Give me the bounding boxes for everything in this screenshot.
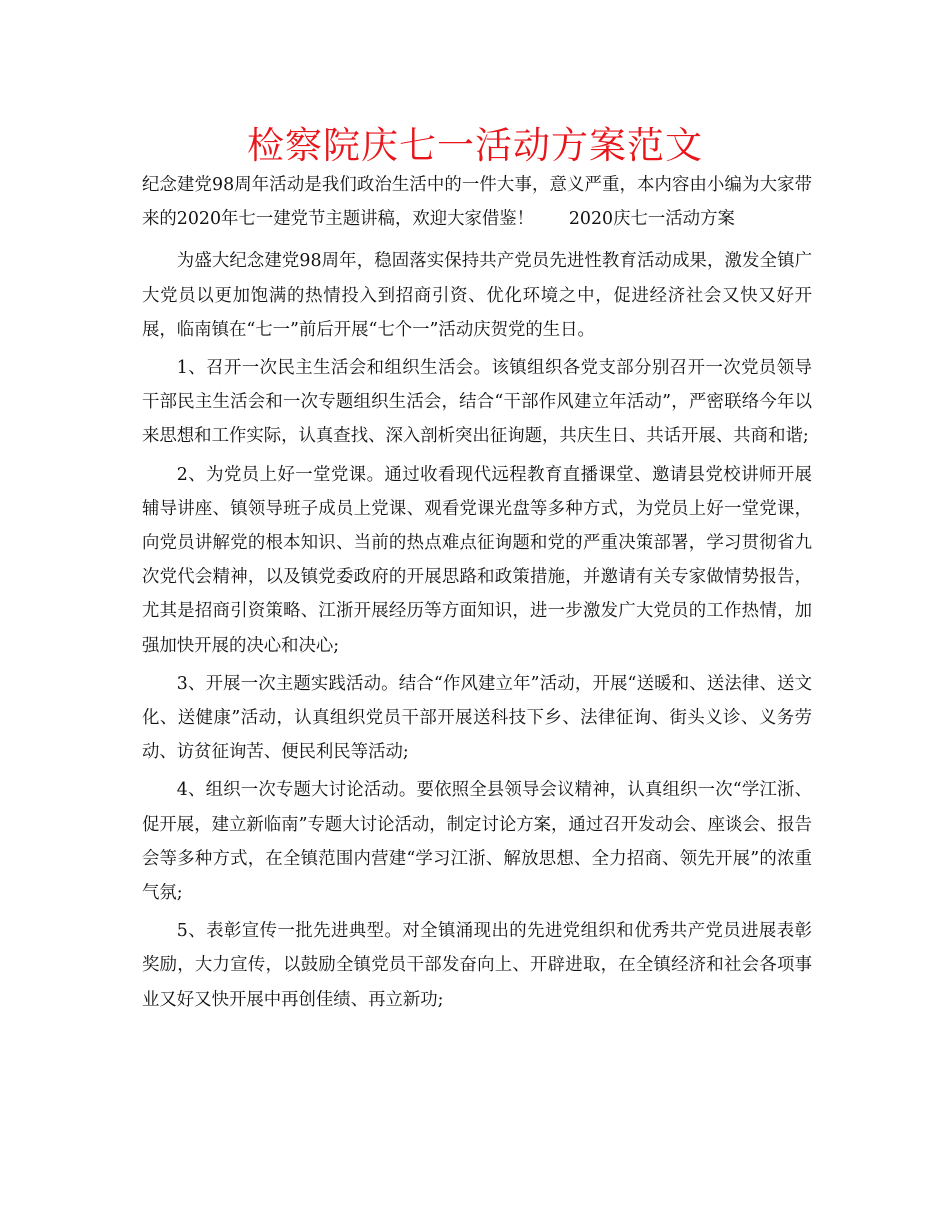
document-body xyxy=(142,168,812,1021)
body-paragraph-item-2: 2、为党员上好一堂党课。通过收看现代远程教育直播课堂、邀请县党校讲师开展辅导讲座、镇领导班子成员上党课、观看党课光盘等多种方式，为党员上好一堂党课，向党员讲解党的根本知识、当前的热点难点征询题和党的严重决策部署，学习贯彻省九次党代会精神，以及镇党委政府的开展思路和政策措施，并邀请有关专家做情势报告，尤其是招商引资策略、江浙开展经历等方面知识，进一步激发广大党员的工作热情，加强加快开展的决心和决心; xyxy=(142,464,812,656)
body-paragraph-preface: 为盛大纪念建党98周年，稳固落实保持共产党员先进性教育活动成果，激发全镇广大党员以更加饱满的热情投入到招商引资、优化环境之中，促进经济社会又快又好开展，临南镇在“七一”前后开展“七个一”活动庆贺党的生日。 xyxy=(142,251,812,340)
body-paragraph-item-4: 4、组织一次专题大讨论活动。要依照全县领导会议精神，认真组织一次“学江浙、促开展，建立新临南”专题大讨论活动，制定讨论方案，通过召开发动会、座谈会、报告会等多种方式，在全镇范围内营建“学习江浙、解放思想、全力招商、领先开展”的浓重气氛; xyxy=(142,780,812,904)
page-title: 检察院庆七一活动方案范文 xyxy=(247,124,703,167)
body-paragraph-item-5: 5、表彰宣传一批先进典型。对全镇涌现出的先进党组织和优秀共产党员进展表彰奖励，大力宣传，以鼓励全镇党员干部发奋向上、开辟进取，在全镇经济和社会各项事业又好又快开展中再创佳绩、再立新功; xyxy=(142,921,812,1010)
intro-paragraph: 纪念建党98周年活动是我们政治生活中的一件大事，意义严重，本内容由小编为大家带来的2020年七一建党节主题讲稿，欢迎大家借鉴！ 2020庆七一活动方案 xyxy=(142,175,812,230)
body-paragraph-item-3: 3、开展一次主题实践活动。结合“作风建立年”活动，开展“送暖和、送法律、送文化、送健康”活动，认真组织党员干部开展送科技下乡、法律征询、街头义诊、义务劳动、访贫征询苦、便民利民等活动; xyxy=(142,673,812,763)
body-paragraph-item-1: 1、召开一次民主生活会和组织生活会。该镇组织各党支部分别召开一次党员领导干部民主生活会和一次专题组织生活会，结合“干部作风建立年活动”，严密联络今年以来思想和工作实际，认真查找、深入剖析突出征询题，共庆生日、共话开展、共商和谐; xyxy=(142,358,812,447)
